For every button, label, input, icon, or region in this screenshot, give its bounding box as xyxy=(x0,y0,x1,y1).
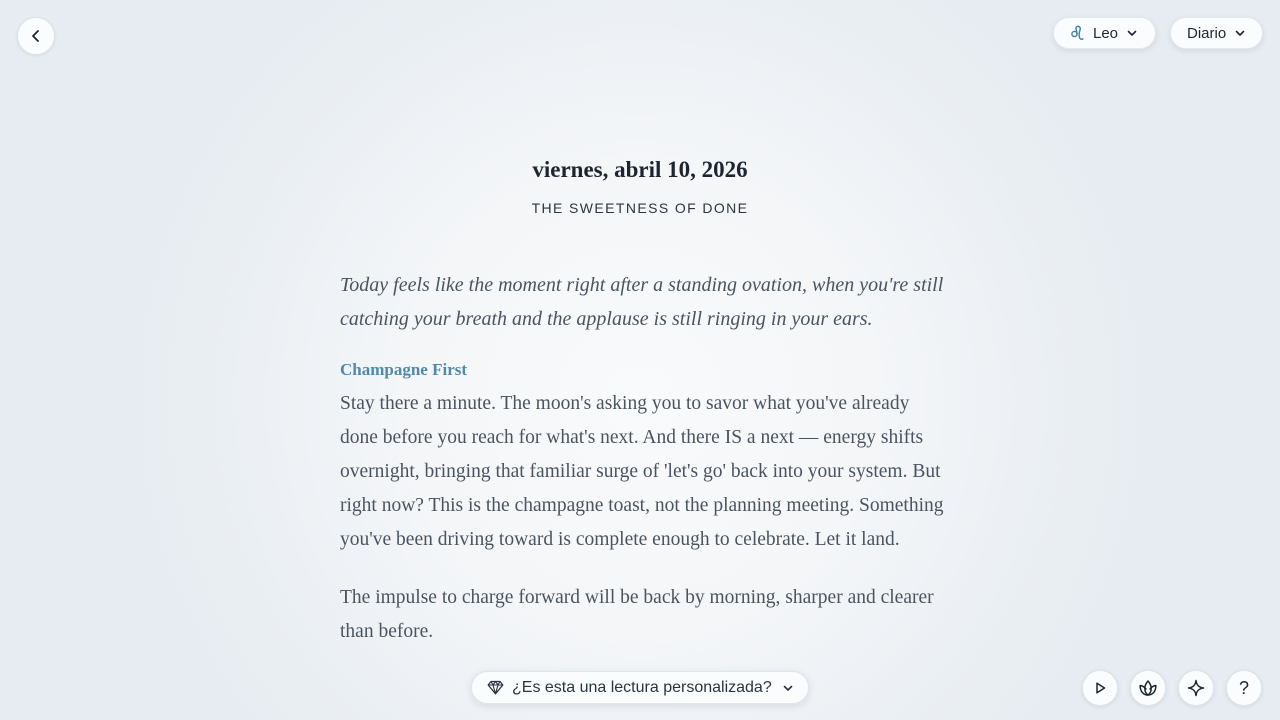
back-button[interactable] xyxy=(17,17,55,55)
paragraph: Stay there a minute. The moon's asking you to savor what you've already done before you reach for what's next. And there IS a next — energy shifts overnight, bringing that familiar surge of 'let's go' back into your system. But right now? This is the champagne toast, not the planning meeting. Something you've been driving toward is complete enough to celebrate. Let it land. xyxy=(340,393,944,550)
period-selector[interactable] xyxy=(1170,17,1263,49)
gem-icon xyxy=(487,680,504,695)
leo-icon xyxy=(1070,25,1084,41)
sparkle-icon xyxy=(1187,679,1205,697)
paragraph: The impulse to charge forward will be back by morning, sharper and clearer than before. xyxy=(340,587,934,642)
reading-date: viernes, abril 10, 2026 xyxy=(532,157,748,182)
lotus-icon xyxy=(1138,679,1158,697)
period-label: Diario xyxy=(1187,24,1227,42)
reading-intro: Today feels like the moment right after a standing ovation, when you're still catching your breath and the applause is still ringing in your ears. xyxy=(340,274,944,330)
play-audio-button[interactable] xyxy=(1082,670,1118,706)
chevron-left-icon xyxy=(29,29,43,43)
personalized-reading-prompt[interactable] xyxy=(471,671,809,704)
chevron-down-icon xyxy=(1234,27,1246,39)
chevron-down-icon xyxy=(782,682,794,694)
ai-insight-button[interactable] xyxy=(1178,670,1214,706)
personalized-question-text: ¿Es esta una lectura personalizada? xyxy=(512,678,772,696)
help-button[interactable] xyxy=(1226,670,1262,706)
section-heading: Champagne First xyxy=(340,360,468,379)
chevron-down-icon xyxy=(1126,27,1138,39)
meditation-button[interactable] xyxy=(1130,670,1166,706)
zodiac-sign-selector[interactable] xyxy=(1053,17,1156,49)
sign-label: Leo xyxy=(1093,24,1119,42)
reading-body xyxy=(340,268,945,649)
help-icon: ? xyxy=(1238,677,1249,698)
reading-title: THE SWEETNESS OF DONE xyxy=(531,200,749,216)
play-icon xyxy=(1093,681,1107,695)
